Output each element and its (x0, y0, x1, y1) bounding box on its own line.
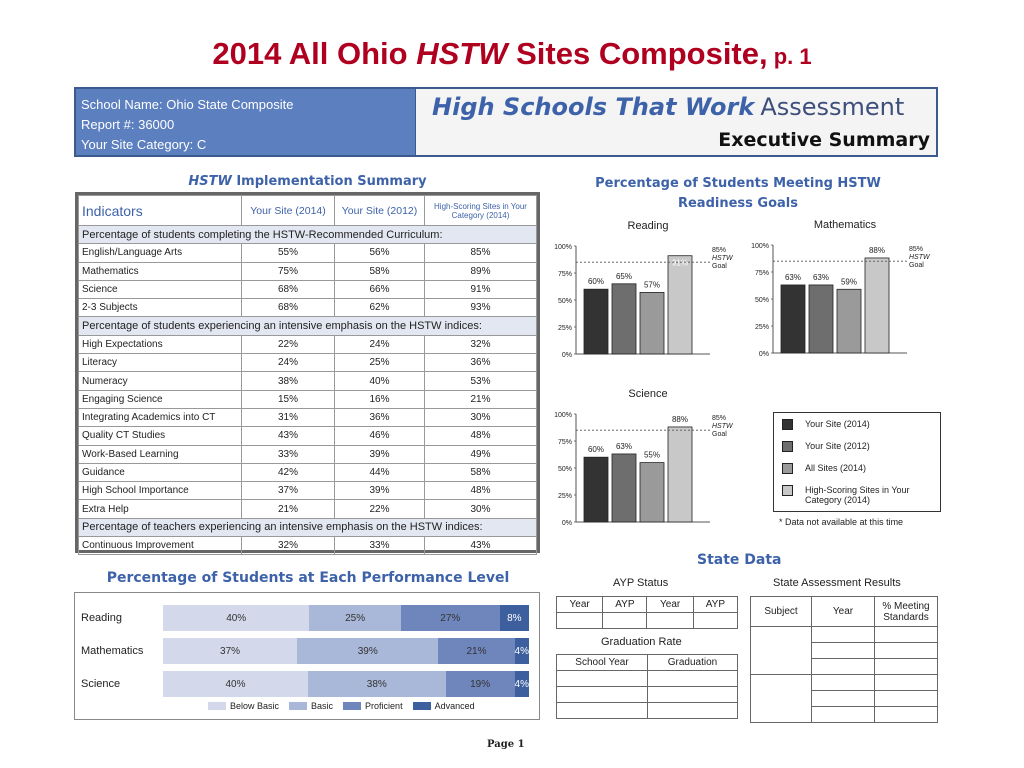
y-tick-label: 25% (557, 325, 572, 332)
indicator-value: 48% (425, 482, 537, 500)
page-title (0, 36, 1024, 72)
data-note: * Data not available at this time (779, 517, 904, 527)
indicator-value: 25% (335, 354, 425, 372)
legend-item (782, 419, 932, 441)
indicator-value: 93% (425, 299, 537, 317)
legend-label: All Sites (2014) (805, 463, 867, 473)
indicator-value: 21% (242, 500, 335, 518)
indicator-name: Numeracy (79, 372, 242, 390)
science-chart (548, 388, 748, 534)
indicator-value: 85% (425, 244, 537, 262)
bar-segment: 40% (163, 671, 308, 697)
legend-swatch (782, 419, 793, 430)
table-row (79, 500, 537, 518)
readiness-heading-line2: Readiness Goals (677, 196, 798, 211)
indicator-value: 53% (425, 372, 537, 390)
assessment-table (750, 596, 938, 723)
readiness-heading-line1: Percentage of Students Meeting HSTW (595, 176, 881, 191)
indicator-value: 39% (335, 482, 425, 500)
reading-chart (548, 220, 748, 366)
legend-swatch (208, 702, 226, 710)
bar (668, 256, 692, 354)
indicator-value: 33% (335, 537, 425, 555)
page-footer: Page 1 (487, 739, 525, 750)
bar (781, 285, 805, 353)
performance-chart (74, 592, 540, 720)
performance-row (75, 638, 539, 664)
indicator-name: Guidance (79, 463, 242, 481)
legend-label: Your Site (2014) (805, 419, 870, 429)
assessment-title: State Assessment Results (773, 577, 901, 589)
bar (612, 454, 636, 522)
indicator-value: 89% (425, 262, 537, 280)
legend-label: Below Basic (230, 701, 280, 711)
y-tick-label: 25% (557, 493, 572, 500)
table-row (751, 627, 938, 643)
bar (865, 258, 889, 353)
y-tick-label: 75% (557, 271, 572, 278)
indicator-name: Extra Help (79, 500, 242, 518)
indicator-name: Literacy (79, 354, 242, 372)
table-row (751, 675, 938, 691)
indicator-value: 56% (335, 244, 425, 262)
legend-swatch (289, 702, 307, 710)
implementation-heading (75, 174, 540, 189)
indicator-value: 30% (425, 408, 537, 426)
indicator-name: High Expectations (79, 335, 242, 353)
indicator-value: 22% (335, 500, 425, 518)
y-tick-label: 50% (557, 466, 572, 473)
y-tick-label: 75% (754, 270, 769, 277)
indicator-value: 75% (242, 262, 335, 280)
title-suffix: Sites Composite, (507, 36, 768, 71)
bar-data-label: 59% (840, 277, 858, 287)
table-row (79, 390, 537, 408)
bar-data-label: 88% (868, 245, 886, 255)
ayp-col-year: Year (557, 597, 603, 613)
indicator-value: 66% (335, 280, 425, 298)
table-header-row (79, 196, 537, 226)
graduation-table (556, 654, 738, 719)
indicator-value: 91% (425, 280, 537, 298)
legend-item (208, 701, 279, 711)
legend-item (289, 701, 333, 711)
bar-data-label: 65% (615, 271, 633, 281)
table-row (79, 408, 537, 426)
impl-heading-rest: Implementation Summary (231, 174, 427, 189)
bar-segment: 21% (438, 638, 514, 664)
y-tick-label: 100% (751, 243, 769, 250)
indicator-value: 32% (425, 335, 537, 353)
performance-subject-label: Mathematics (81, 645, 144, 657)
readiness-bar-chart (548, 402, 748, 534)
indicator-value: 55% (242, 244, 335, 262)
indicator-value: 16% (335, 390, 425, 408)
bar-segment: 4% (515, 671, 529, 697)
bar-data-label: 63% (812, 272, 830, 282)
legend-label: Advanced (434, 701, 475, 711)
indicator-name: Engaging Science (79, 390, 242, 408)
assess-col-subject: Subject (751, 597, 812, 627)
table-row (557, 671, 738, 687)
goal-label: Goal (712, 263, 727, 270)
ayp-col-year-2: Year (647, 597, 693, 613)
table-row (79, 445, 537, 463)
table-row (79, 463, 537, 481)
y-tick-label: 0% (758, 351, 769, 358)
performance-row (75, 605, 539, 631)
grad-col-graduation: Graduation (648, 655, 738, 671)
goal-label: HSTW (909, 254, 930, 261)
col-indicators: Indicators (79, 196, 242, 226)
indicator-value: 43% (425, 537, 537, 555)
bar (584, 289, 608, 354)
indicator-name: English/Language Arts (79, 244, 242, 262)
indicator-value: 62% (335, 299, 425, 317)
mathematics-chart (745, 219, 945, 365)
readiness-legend (773, 412, 941, 512)
chart-title: Reading (627, 220, 669, 232)
section-subhead: Percentage of teachers experiencing an intensive emphasis on the HSTW indices: (79, 518, 537, 536)
table-row (557, 703, 738, 719)
legend-item (782, 485, 932, 507)
indicator-value: 22% (242, 335, 335, 353)
indicator-name: Continuous Improvement (79, 537, 242, 555)
readiness-bar-chart (745, 233, 945, 365)
legend-swatch (782, 463, 793, 474)
indicator-value: 36% (425, 354, 537, 372)
y-tick-label: 75% (557, 439, 572, 446)
title-page: p. 1 (767, 44, 812, 69)
section-subhead-row (79, 518, 537, 536)
readiness-heading (548, 174, 928, 214)
ayp-col-ayp: AYP (603, 597, 647, 613)
section-subhead-row (79, 317, 537, 335)
goal-label: Goal (712, 431, 727, 438)
table-row (79, 372, 537, 390)
table-row (79, 262, 537, 280)
indicator-name: Quality CT Studies (79, 427, 242, 445)
goal-label: 85% (909, 246, 924, 253)
title-prefix: 2014 All Ohio (212, 36, 417, 71)
col-site-2014: Your Site (2014) (242, 196, 335, 226)
bar-data-label: 91% (671, 258, 689, 268)
bar-segment: 8% (500, 605, 529, 631)
ayp-table (556, 596, 738, 629)
indicator-value: 15% (242, 390, 335, 408)
chart-title: Mathematics (813, 219, 877, 231)
legend-label: Basic (311, 701, 334, 711)
table-row (79, 537, 537, 555)
assess-col-year: Year (812, 597, 875, 627)
ayp-title: AYP Status (613, 577, 669, 589)
indicator-value: 33% (242, 445, 335, 463)
title-italic: HSTW (416, 36, 508, 71)
table-row (79, 354, 537, 372)
legend-item (413, 701, 475, 711)
indicator-value: 43% (242, 427, 335, 445)
bar-segment: 4% (515, 638, 529, 664)
indicator-value: 30% (425, 500, 537, 518)
indicator-value: 37% (242, 482, 335, 500)
brand-panel (415, 89, 936, 155)
indicator-value: 58% (335, 262, 425, 280)
brand-assessment: Assessment (760, 93, 905, 121)
indicator-value: 46% (335, 427, 425, 445)
bar (584, 457, 608, 522)
indicator-name: High School Importance (79, 482, 242, 500)
indicator-value: 31% (242, 408, 335, 426)
bar-segment: 25% (309, 605, 401, 631)
brand-main: High Schools That Work (432, 93, 755, 121)
indicator-value: 58% (425, 463, 537, 481)
stacked-bar (163, 638, 529, 664)
table-row (79, 280, 537, 298)
section-subhead-row (79, 226, 537, 244)
performance-subject-label: Reading (81, 612, 122, 624)
indicator-value: 49% (425, 445, 537, 463)
report-header (74, 87, 938, 157)
legend-item (782, 463, 932, 485)
state-data-heading: State Data (697, 552, 782, 568)
table-row (557, 687, 738, 703)
performance-legend (208, 701, 485, 711)
implementation-table (78, 195, 537, 555)
brand-logo-text (432, 93, 904, 121)
bar (837, 289, 861, 353)
table-row (557, 613, 738, 629)
indicator-name: Integrating Academics into CT (79, 408, 242, 426)
y-tick-label: 100% (554, 412, 572, 419)
indicator-value: 39% (335, 445, 425, 463)
report-number: Report #: 36000 (81, 117, 175, 132)
table-row (79, 427, 537, 445)
bar-data-label: 63% (784, 272, 802, 282)
col-high-scoring: High-Scoring Sites in Your Category (2014) (425, 196, 537, 226)
table-row (557, 655, 738, 671)
graduation-title: Graduation Rate (601, 636, 682, 648)
indicator-value: 40% (335, 372, 425, 390)
bar-segment: 37% (163, 638, 297, 664)
y-tick-label: 100% (554, 244, 572, 251)
bar-data-label: 63% (615, 441, 633, 451)
ayp-col-ayp-2: AYP (693, 597, 737, 613)
bar-data-label: 55% (643, 450, 661, 460)
y-tick-label: 50% (754, 297, 769, 304)
bar (668, 427, 692, 522)
legend-label: Proficient (365, 701, 403, 711)
bar (809, 285, 833, 353)
table-row (79, 335, 537, 353)
assess-col-meeting: % Meeting Standards (875, 597, 938, 627)
goal-label: Goal (909, 262, 924, 269)
table-row (79, 244, 537, 262)
y-tick-label: 0% (561, 352, 572, 359)
legend-swatch (343, 702, 361, 710)
indicator-name: Work-Based Learning (79, 445, 242, 463)
executive-summary-label: Executive Summary (718, 129, 930, 151)
performance-row (75, 671, 539, 697)
grad-col-school-year: School Year (557, 655, 648, 671)
table-row (79, 482, 537, 500)
section-subhead: Percentage of students completing the HSTW-Recommended Curriculum: (79, 226, 537, 244)
indicator-value: 36% (335, 408, 425, 426)
legend-swatch (782, 441, 793, 452)
legend-item (343, 701, 403, 711)
indicator-name: Mathematics (79, 262, 242, 280)
goal-label: HSTW (712, 255, 733, 262)
bar-segment: 19% (446, 671, 515, 697)
indicator-value: 38% (242, 372, 335, 390)
y-tick-label: 0% (561, 520, 572, 527)
bar-segment: 39% (297, 638, 438, 664)
stacked-bar (163, 605, 529, 631)
indicator-value: 48% (425, 427, 537, 445)
bar-data-label: 88% (671, 414, 689, 424)
performance-subject-label: Science (81, 678, 121, 690)
bar-segment: 27% (401, 605, 500, 631)
impl-heading-italic: HSTW (188, 174, 232, 189)
indicator-value: 44% (335, 463, 425, 481)
indicator-value: 32% (242, 537, 335, 555)
goal-label: HSTW (712, 423, 733, 430)
bar-data-label: 57% (643, 280, 661, 290)
school-name: School Name: Ohio State Composite (81, 97, 294, 112)
indicator-value: 42% (242, 463, 335, 481)
bar-segment: 40% (163, 605, 309, 631)
indicator-name: Science (79, 280, 242, 298)
goal-label: 85% (712, 247, 727, 254)
indicator-value: 68% (242, 280, 335, 298)
table-row (557, 597, 738, 613)
bar-data-label: 60% (587, 277, 605, 287)
goal-label: 85% (712, 415, 727, 422)
table-row (751, 597, 938, 627)
indicator-value: 24% (242, 354, 335, 372)
col-site-2012: Your Site (2012) (335, 196, 425, 226)
performance-heading: Percentage of Students at Each Performance Level (106, 570, 510, 586)
legend-label: High-Scoring Sites in Your Category (2014) (805, 485, 910, 505)
y-tick-label: 25% (754, 324, 769, 331)
indicator-name: 2-3 Subjects (79, 299, 242, 317)
legend-swatch (782, 485, 793, 496)
indicator-value: 24% (335, 335, 425, 353)
site-category: Your Site Category: C (81, 137, 207, 152)
legend-item (782, 441, 932, 463)
bar (640, 292, 664, 354)
bar (640, 463, 664, 522)
bar (612, 284, 636, 354)
indicator-value: 68% (242, 299, 335, 317)
y-tick-label: 50% (557, 298, 572, 305)
section-subhead: Percentage of students experiencing an intensive emphasis on the HSTW indices: (79, 317, 537, 335)
table-row (79, 299, 537, 317)
indicator-value: 21% (425, 390, 537, 408)
legend-label: Your Site (2012) (805, 441, 870, 451)
bar-data-label: 60% (587, 445, 605, 455)
implementation-table-box (75, 192, 540, 553)
stacked-bar (163, 671, 529, 697)
readiness-bar-chart (548, 234, 748, 366)
legend-swatch (413, 702, 431, 710)
school-info-panel (76, 89, 415, 155)
chart-title: Science (628, 388, 668, 400)
bar-segment: 38% (308, 671, 446, 697)
